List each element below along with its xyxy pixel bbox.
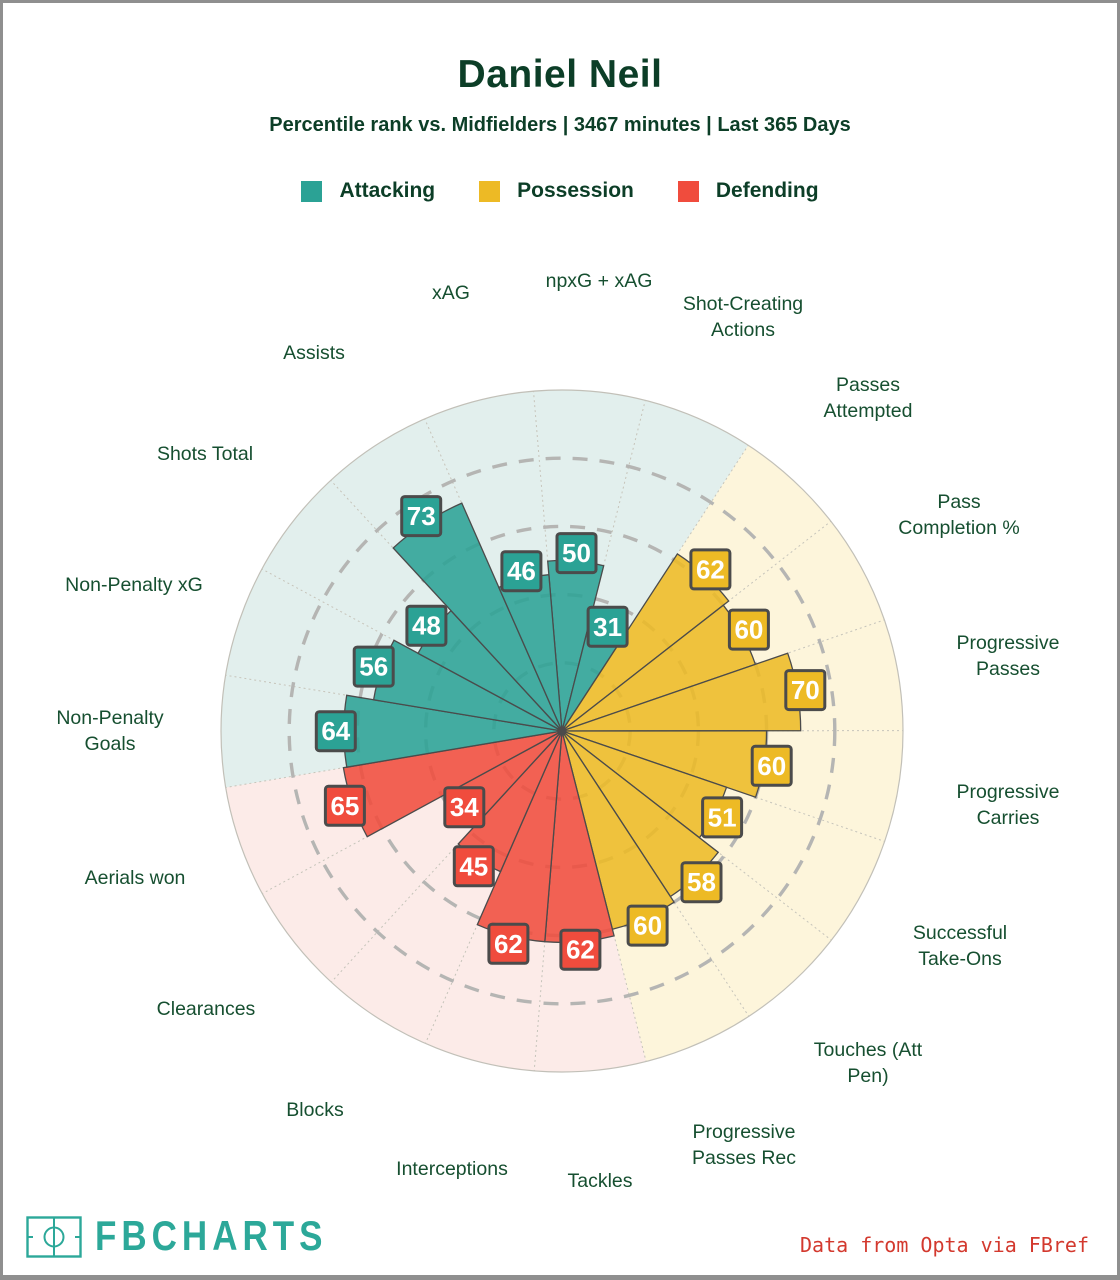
legend-label: Attacking [339,179,436,202]
percentile-badge-value: 56 [359,651,389,682]
metric-label: Shots Total [156,442,254,465]
percentile-badge-value: 48 [411,610,441,641]
metric-label: npxG + xAG [545,269,653,292]
metric-label: Tackles [567,1169,633,1192]
brand-wordmark: FBCHARTS [95,1213,328,1260]
metric-label: xAG [432,281,470,304]
metric-label: Successful Take-Ons [912,921,1008,970]
metric-label: Touches (Att Pen) [813,1038,923,1087]
percentile-badge-value: 73 [406,501,436,532]
metric-label: Assists [283,341,345,364]
legend-label: Defending [715,179,819,202]
percentile-badge-value: 64 [321,716,351,747]
percentile-badge-value: 65 [330,790,360,821]
percentile-badge-value: 60 [633,910,663,941]
metric-label: Aerials won [84,866,186,889]
page-subtitle: Percentile rank vs. Midfielders | 3467 minutes | Last 365 Days [269,114,851,136]
metric-label: Clearances [156,997,256,1020]
percentile-badge-value: 50 [562,538,591,569]
metric-label: Blocks [286,1098,344,1121]
center-dot [558,727,567,736]
metric-label: Passes Attempted [823,373,913,422]
metric-label: Progressive Passes Rec [691,1120,797,1169]
legend-label: Possession [517,179,634,202]
percentile-badge-value: 46 [506,556,536,587]
metric-label: Shot-Creating Actions [682,292,804,341]
percentile-badge-value: 62 [565,934,595,965]
data-credit: Data from Opta via FBref [800,1233,1089,1257]
percentile-badge-value: 58 [687,867,716,898]
percentile-badge-value: 70 [790,675,820,706]
percentile-badge-value: 60 [757,750,787,781]
pitch-icon [25,1215,83,1259]
percentile-badge-value: 62 [695,554,725,585]
metric-label: Interceptions [396,1157,508,1180]
percentile-badge-value: 60 [734,614,764,645]
metric-label: Non-Penalty xG [65,573,203,596]
percentile-badge-value: 34 [449,792,479,823]
metric-label: Progressive Carries [956,780,1060,829]
metric-label: Non-Penalty Goals [56,706,164,755]
footer-brand [25,1215,327,1259]
metric-label: Progressive Passes [956,631,1060,680]
percentile-badge-value: 31 [593,611,623,642]
page-title: Daniel Neil [457,53,663,96]
pizza-chart [3,3,1120,1280]
percentile-badge-value: 45 [459,851,489,882]
percentile-badge-value: 62 [493,928,523,959]
metric-label: Pass Completion % [898,490,1020,539]
percentile-badge-value: 51 [707,802,737,833]
